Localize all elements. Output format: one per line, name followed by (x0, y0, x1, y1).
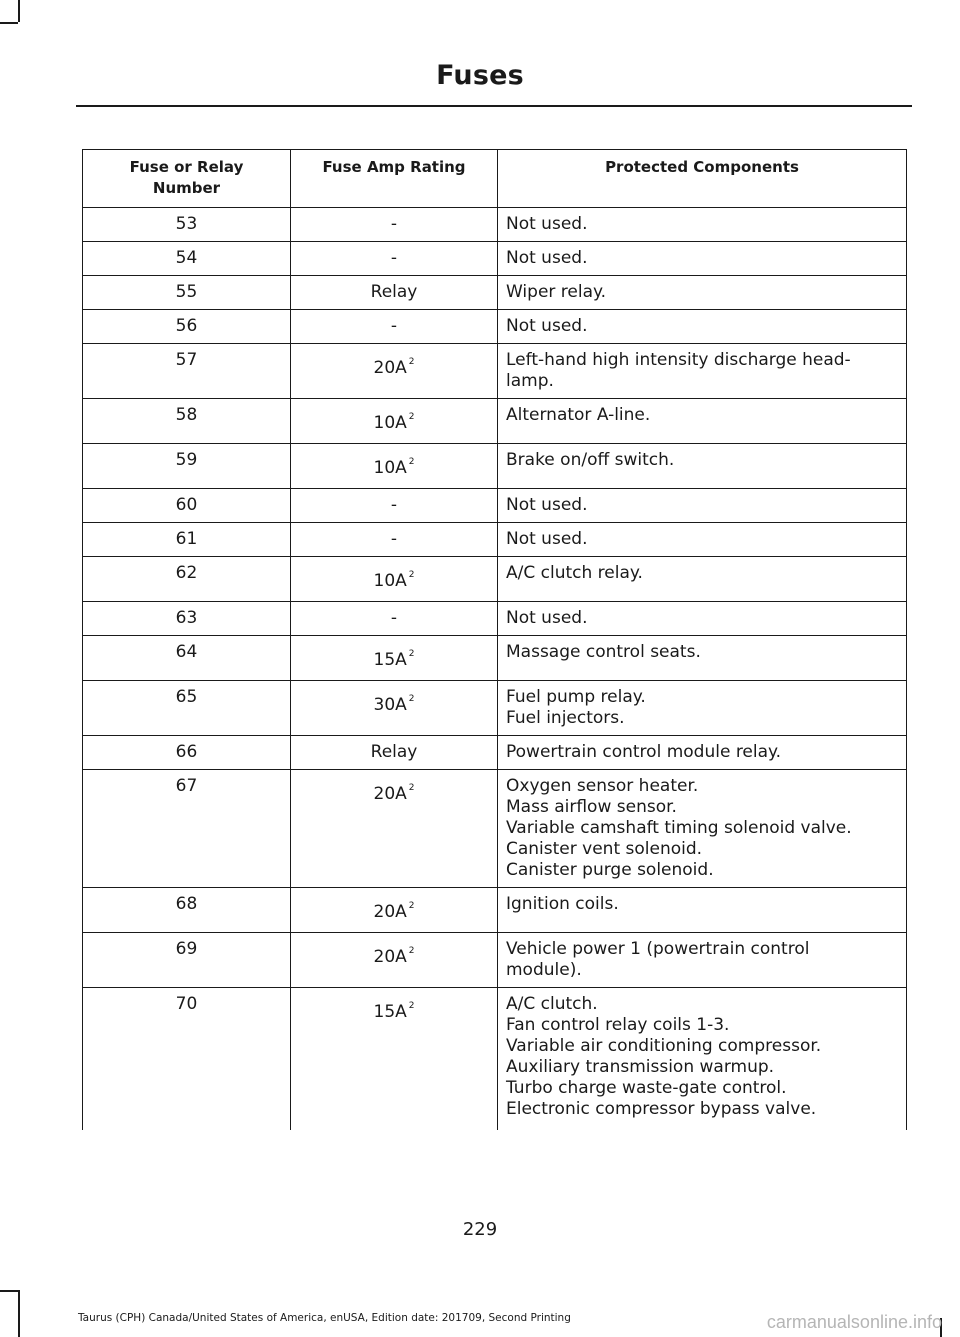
footnote-marker: 2 (408, 649, 415, 659)
component-line: Brake on/off switch. (506, 450, 675, 470)
component-line: Mass airflow sensor. (506, 797, 677, 817)
protected-components (498, 557, 907, 602)
footnote-marker: 2 (408, 783, 415, 793)
component-line: Not used. (506, 248, 588, 268)
fuse-number: 63 (83, 602, 291, 636)
crop-mark-top-left (0, 22, 18, 24)
crop-mark-bottom-left (18, 1290, 20, 1337)
protected-components (498, 988, 907, 1131)
amp-rating-value: 10A (373, 458, 407, 478)
table-row (83, 523, 907, 557)
amp-rating-value: 30A (373, 695, 407, 715)
protected-components (498, 736, 907, 770)
fuse-amp-rating (291, 276, 498, 310)
protected-components (498, 489, 907, 523)
protected-components (498, 399, 907, 444)
fuse-number: 68 (83, 888, 291, 933)
column-header-number: Fuse or Relay Number (83, 150, 291, 208)
fuse-number: 57 (83, 344, 291, 399)
column-header-components: Protected Components (498, 150, 907, 208)
table-row (83, 681, 907, 736)
component-line: module). (506, 960, 582, 980)
component-line: Vehicle power 1 (powertrain control (506, 939, 810, 959)
watermark-text: carmanualsonline.info (766, 1312, 942, 1332)
table-row (83, 602, 907, 636)
fuse-amp-rating (291, 770, 498, 888)
component-line: Wiper relay. (506, 282, 607, 302)
component-line: Powertrain control module relay. (506, 742, 782, 762)
amp-rating-value: - (390, 214, 398, 234)
table-row (83, 208, 907, 242)
component-line: Ignition coils. (506, 894, 619, 914)
fuse-number: 53 (83, 208, 291, 242)
footnote-marker: 2 (408, 694, 415, 704)
fuse-amp-rating (291, 681, 498, 736)
amp-rating-value: Relay (370, 282, 418, 302)
component-line: Variable air conditioning compressor. (506, 1036, 822, 1056)
fuse-amp-rating (291, 523, 498, 557)
component-line: Fan control relay coils 1-3. (506, 1015, 730, 1035)
fuse-amp-rating (291, 736, 498, 770)
table-row (83, 242, 907, 276)
column-header-rating: Fuse Amp Rating (291, 150, 498, 208)
fuse-number: 60 (83, 489, 291, 523)
protected-components (498, 888, 907, 933)
component-line: Canister purge solenoid. (506, 860, 714, 880)
component-line: Left-hand high intensity discharge head- (506, 350, 851, 370)
protected-components (498, 242, 907, 276)
component-line: Massage control seats. (506, 642, 701, 662)
amp-rating-value: Relay (370, 742, 418, 762)
footnote-marker: 2 (408, 1001, 415, 1011)
component-line: Electronic compressor bypass valve. (506, 1099, 817, 1119)
protected-components (498, 444, 907, 489)
footnote-marker: 2 (408, 357, 415, 367)
component-line: Not used. (506, 495, 588, 515)
amp-rating-value: 20A (373, 784, 407, 804)
component-line: Auxiliary transmission warmup. (506, 1057, 775, 1077)
fuse-amp-rating (291, 489, 498, 523)
protected-components (498, 681, 907, 736)
fuse-number: 65 (83, 681, 291, 736)
fuse-amp-rating (291, 399, 498, 444)
component-line: Fuel injectors. (506, 708, 625, 728)
footnote-marker: 2 (408, 570, 415, 580)
component-line: lamp. (506, 371, 554, 391)
amp-rating-value: 10A (373, 413, 407, 433)
protected-components (498, 276, 907, 310)
table-row (83, 399, 907, 444)
crop-mark-top-left (18, 0, 20, 22)
footnote-marker: 2 (408, 946, 415, 956)
fuse-amp-rating (291, 602, 498, 636)
fuse-amp-rating (291, 557, 498, 602)
fuse-number: 54 (83, 242, 291, 276)
amp-rating-value: 10A (373, 571, 407, 591)
fuse-number: 69 (83, 933, 291, 988)
protected-components (498, 523, 907, 557)
component-line: Not used. (506, 608, 588, 628)
fuse-number: 61 (83, 523, 291, 557)
fuse-amp-rating (291, 636, 498, 681)
protected-components (498, 636, 907, 681)
footnote-marker: 2 (408, 457, 415, 467)
component-line: Canister vent solenoid. (506, 839, 703, 859)
amp-rating-value: 20A (373, 358, 407, 378)
table-header-row (83, 150, 907, 208)
component-line: Turbo charge waste-gate control. (506, 1078, 787, 1098)
amp-rating-value: 20A (373, 902, 407, 922)
fuse-table-body (83, 208, 907, 1131)
fuse-amp-rating (291, 310, 498, 344)
fuse-number: 58 (83, 399, 291, 444)
component-line: Not used. (506, 529, 588, 549)
table-row (83, 933, 907, 988)
fuse-number: 62 (83, 557, 291, 602)
fuse-amp-rating (291, 933, 498, 988)
fuse-amp-rating (291, 208, 498, 242)
crop-mark-bottom-left (0, 1290, 18, 1292)
component-line: Variable camshaft timing solenoid valve. (506, 818, 852, 838)
protected-components (498, 933, 907, 988)
table-row (83, 276, 907, 310)
fuse-number: 66 (83, 736, 291, 770)
component-line: Fuel pump relay. (506, 687, 646, 707)
fuse-table (82, 149, 907, 1130)
amp-rating-value: - (390, 248, 398, 268)
component-line: A/C clutch. (506, 994, 598, 1014)
table-row (83, 489, 907, 523)
table-row (83, 988, 907, 1131)
table-row (83, 344, 907, 399)
protected-components (498, 602, 907, 636)
component-line: Alternator A-line. (506, 405, 651, 425)
amp-rating-value: - (390, 529, 398, 549)
amp-rating-value: - (390, 608, 398, 628)
component-line: Oxygen sensor heater. (506, 776, 699, 796)
footnote-marker: 2 (408, 901, 415, 911)
component-line: Not used. (506, 214, 588, 234)
fuse-amp-rating (291, 444, 498, 489)
page-title: Fuses (436, 60, 524, 91)
edition-footer: Taurus (CPH) Canada/United States of America, enUSA, Edition date: 201709, Second Printing (78, 1312, 571, 1324)
table-row (83, 888, 907, 933)
table-row (83, 636, 907, 681)
amp-rating-value: 20A (373, 947, 407, 967)
amp-rating-value: 15A (373, 650, 407, 670)
fuse-number: 55 (83, 276, 291, 310)
footnote-marker: 2 (408, 412, 415, 422)
page-number: 229 (462, 1219, 498, 1240)
fuse-number: 70 (83, 988, 291, 1131)
amp-rating-value: - (390, 316, 398, 336)
protected-components (498, 310, 907, 344)
table-row (83, 444, 907, 489)
protected-components (498, 208, 907, 242)
fuse-number: 56 (83, 310, 291, 344)
table-row (83, 557, 907, 602)
protected-components (498, 770, 907, 888)
table-row (83, 770, 907, 888)
component-line: Not used. (506, 316, 588, 336)
fuse-amp-rating (291, 888, 498, 933)
fuse-number: 59 (83, 444, 291, 489)
table-row (83, 310, 907, 344)
fuse-number: 67 (83, 770, 291, 888)
fuse-amp-rating (291, 242, 498, 276)
fuse-number: 64 (83, 636, 291, 681)
fuse-amp-rating (291, 344, 498, 399)
protected-components (498, 344, 907, 399)
amp-rating-value: - (390, 495, 398, 515)
component-line: A/C clutch relay. (506, 563, 643, 583)
fuse-amp-rating (291, 988, 498, 1131)
header-divider (76, 105, 912, 107)
amp-rating-value: 15A (373, 1002, 407, 1022)
table-row (83, 736, 907, 770)
